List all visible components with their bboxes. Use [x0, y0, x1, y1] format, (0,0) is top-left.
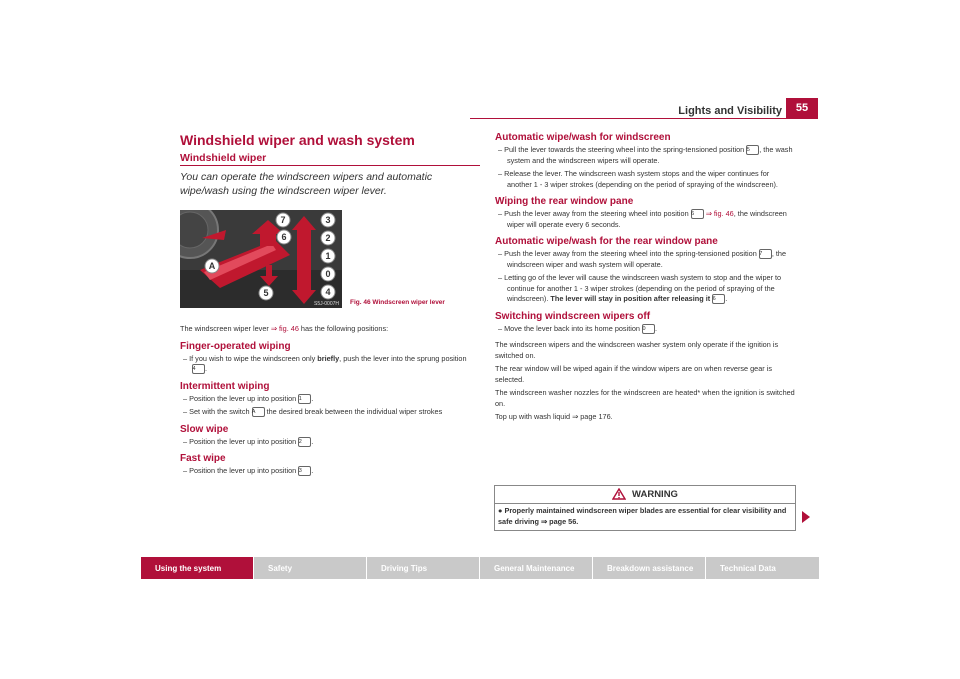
heading-finger: Finger-operated wiping — [180, 340, 291, 352]
list-item: – Push the lever away from the steering wheel into position 6 ⇒ fig. 46, the windscreen wiper will operate every 6 seconds. — [498, 209, 787, 229]
warning-text: ● Properly maintained windscreen wiper blades are essential for clear visibility and safe driving ⇒ page 56. — [498, 506, 787, 526]
list-item: – Pull the lever towards the steering wheel into the spring-tensioned position 5 , the wash system and the windscreen wipers will operate. — [498, 145, 793, 165]
heading-fast: Fast wipe — [180, 453, 226, 464]
subsection-title: Windshield wiper — [180, 152, 480, 166]
warning-header: WARNING — [495, 486, 795, 502]
list-item: – Move the lever back into its home position 0 . — [498, 323, 658, 333]
fig-ref-link[interactable]: ⇒ fig. 46 — [705, 209, 734, 218]
wiper-lever-figure — [180, 210, 342, 308]
paragraph: The rear window will be wiped again if the window wipers are on when reverse gear is selected. — [495, 364, 773, 384]
fig-label: 5 — [263, 288, 269, 298]
fig-label: 4 — [325, 287, 331, 297]
warning-divider — [495, 503, 795, 504]
fig-ref-link[interactable]: ⇒ fig. 46 — [270, 324, 299, 333]
chapter-title: Windshield wiper and wash system — [180, 132, 415, 148]
continue-arrow-icon — [802, 511, 810, 523]
fig-label: 6 — [281, 232, 287, 242]
fig-label: 1 — [325, 251, 331, 261]
wiper-lever-illustration — [180, 210, 342, 308]
fig-label: A — [208, 261, 216, 271]
fig-label: 2 — [325, 233, 331, 243]
fig-code: S5J-0007H — [313, 301, 339, 307]
nav-tab-breakdown-assistance[interactable]: Breakdown assistance — [593, 557, 706, 579]
warning-triangle-icon — [612, 488, 626, 500]
paragraph: The windscreen washer nozzles for the windscreen are heated* when the ignition is switched on. — [495, 388, 795, 408]
list-item: – If you wish to wipe the windscreen only briefly, push the lever into the sprung position 4 . — [183, 353, 467, 373]
paragraph: The windscreen wipers and the windscreen washer system only operate if the ignition is switched on. — [495, 340, 779, 360]
nav-tab-general-maintenance[interactable]: General Maintenance — [480, 557, 593, 579]
heading-rear: Wiping the rear window pane — [495, 196, 634, 207]
heading-rear-auto: Automatic wipe/wash for the rear window pane — [495, 236, 718, 247]
header-rule — [470, 118, 818, 119]
list-item: – Push the lever away from the steering wheel into the spring-tensioned position 7 , the windscreen wiper and wash system will operate. — [498, 249, 787, 269]
position-key: 6 — [691, 209, 704, 219]
figure-caption: Fig. 46 Windscreen wiper lever — [350, 299, 445, 306]
chapter-nav — [141, 557, 819, 579]
list-item: – Set with the switch A the desired break between the individual wiper strokes — [183, 407, 443, 416]
nav-tab-safety[interactable]: Safety — [254, 557, 367, 579]
switch-key: A — [252, 407, 265, 417]
lever-intro: The windscreen wiper lever ⇒ fig. 46 has the following positions: — [180, 324, 389, 333]
fig-label: 7 — [280, 215, 286, 225]
heading-slow: Slow wipe — [180, 423, 229, 435]
position-key: 4 — [192, 364, 205, 374]
right-column — [495, 132, 795, 426]
list-item: – Position the lever up into position 1 . — [183, 393, 314, 403]
nav-tab-using-the-system[interactable]: Using the system — [141, 557, 254, 579]
heading-intermittent: Intermittent wiping — [180, 380, 270, 392]
position-key: 1 — [298, 394, 311, 404]
page-number: 55 — [786, 98, 818, 118]
paragraph: Top up with wash liquid ⇒ page 176. — [495, 412, 613, 421]
intro-text: You can operate the windscreen wipers and automatic wipe/wash using the windscreen wiper lever. — [180, 171, 433, 197]
left-column — [180, 132, 480, 204]
position-key: 7 — [759, 249, 772, 259]
list-item: – Position the lever up into position 2 . — [183, 436, 314, 446]
nav-tab-technical-data[interactable]: Technical Data — [706, 557, 819, 579]
left-body — [180, 322, 480, 480]
warning-box — [494, 485, 796, 531]
nav-tab-driving-tips[interactable]: Driving Tips — [367, 557, 480, 579]
position-key: 3 — [298, 466, 311, 476]
fig-label: 3 — [325, 215, 331, 225]
bullet-icon: ● — [498, 506, 503, 515]
position-key: 5 — [746, 145, 759, 155]
heading-off: Switching windscreen wipers off — [495, 310, 651, 322]
position-key: 6 — [712, 294, 725, 304]
list-item: – Letting go of the lever will cause the windscreen wash system to stop and the wiper to continue for another 1 - 3 wiper strokes (depending on the period of spraying of the windscreen). The lever will stay in position after releasing it 6 . — [498, 273, 782, 303]
position-key: 0 — [642, 324, 655, 334]
list-item: – Position the lever up into position 3 . — [183, 466, 314, 475]
position-key: 2 — [298, 437, 311, 447]
list-item: – Release the lever. The windscreen wash system stops and the wiper continues for another 1 - 3 wiper strokes (depending on the period of spraying of the windscreen). — [498, 169, 778, 189]
section-title: Lights and Visibility — [678, 105, 782, 117]
heading-auto-wipe: Automatic wipe/wash for windscreen — [495, 132, 671, 143]
fig-label: 0 — [325, 269, 331, 279]
